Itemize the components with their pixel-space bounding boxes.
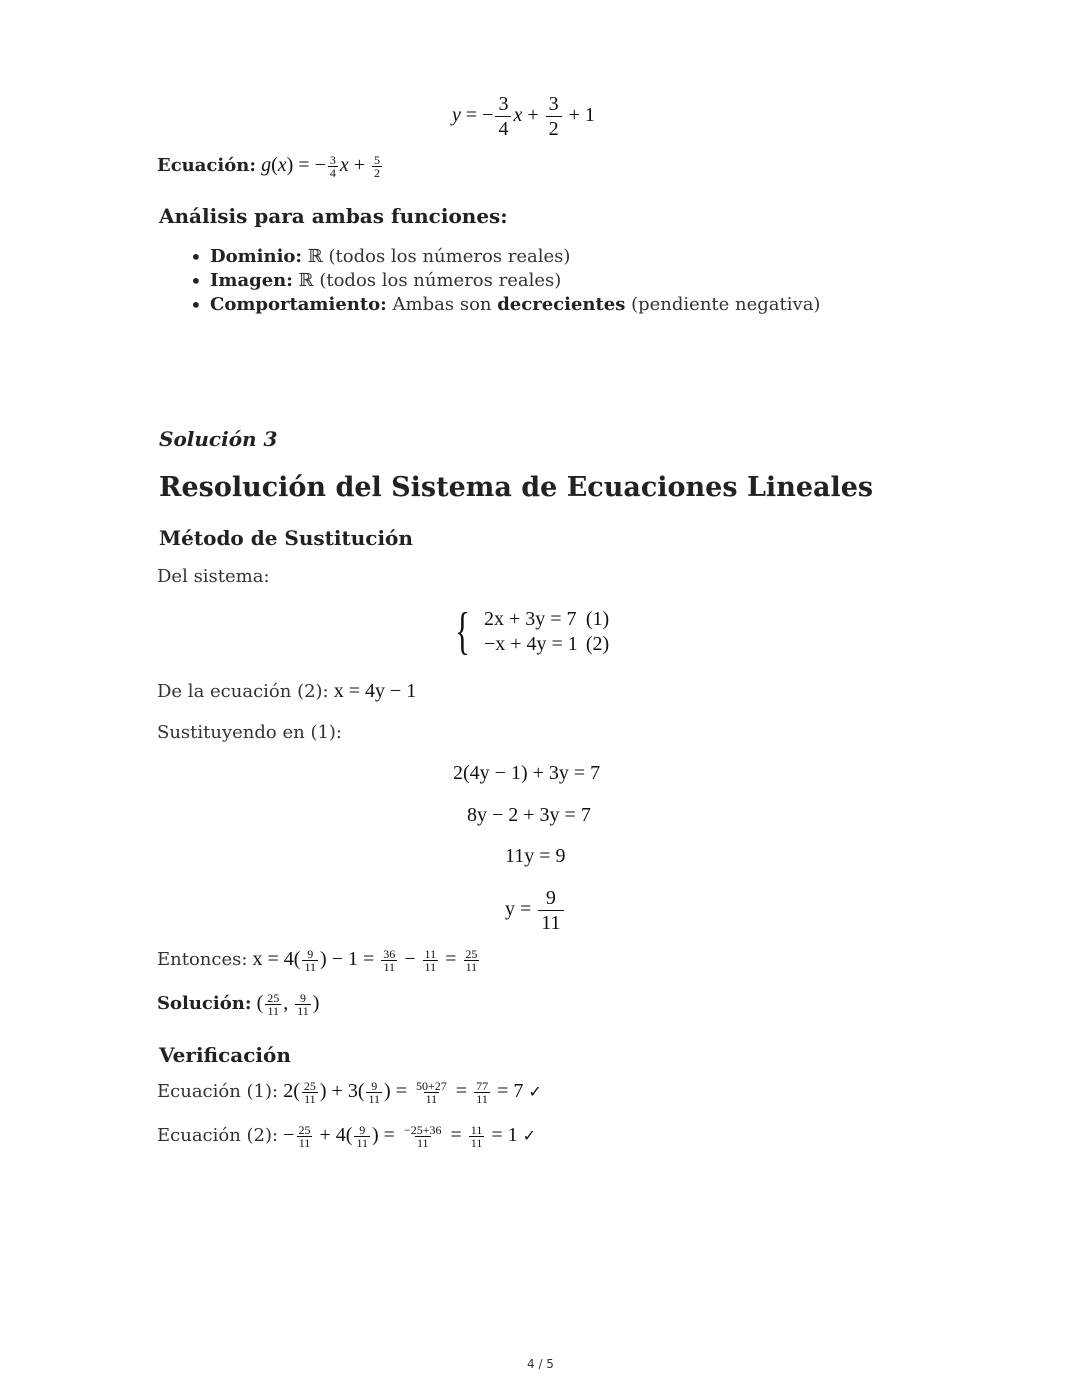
brace-icon: { [454,603,470,660]
page-number: 4 / 5 [527,1357,554,1371]
analysis-heading: Análisis para ambas funciones: [159,204,508,228]
list-item: • Imagen: ℝ (todos los números reales) [186,269,820,293]
fraction: $\frac{11}{11}$ [470,1123,483,1150]
analysis-list [186,245,820,317]
checkmark-icon: ✓ [522,1126,537,1146]
step-3: 11y = 9 [505,845,566,867]
fraction: $\frac{25}{11}$ [303,1079,316,1106]
list-item: • Dominio: ℝ (todos los números reales) [186,245,820,269]
fraction: $\frac{9}{11}$ [368,1079,381,1106]
from-system-text: Del sistema: [157,566,270,587]
fraction: $\frac{25}{11}$ [267,991,280,1018]
fraction: $\frac{9}{11}$ [356,1123,368,1150]
fraction: $\frac{9}{11}$ [297,991,309,1018]
step-1: 2(4y − 1) + 3y = 7 [453,762,601,784]
page-title: Resolución del Sistema de Ecuaciones Lineales [159,472,874,503]
then-line: Entonces: x = 4( $\frac{9}{11}$ ) − 1 = $\frac{36}{11}$ − $\frac{11}{11}$ = $\frac{25}{11}$ [157,947,478,974]
g-equation-line: Ecuación: g(x) = − $\frac{3}{4}$ x + $\frac{5}{2}$ [157,153,381,180]
list-item: • Comportamiento: Ambas son decrecientes (pendiente negativa) [186,293,820,317]
from-eq2-line: De la ecuación (2): x = 4y − 1 [157,680,417,702]
y-result: y = $\frac{9}{11}$ [505,886,566,935]
fraction: $\frac{9}{11}$ [304,947,317,974]
method-heading: Método de Sustitución [159,526,413,550]
line-equation-display: y = − $\frac{3}{4}$ x + $\frac{3}{2}$ + 1 [452,93,595,140]
fraction: $\frac{25}{11}$ [298,1123,311,1150]
solution-line: Solución: ( $\frac{25}{11}$ , $\frac{9}{11}$ ) [157,991,320,1018]
step-2: 8y − 2 + 3y = 7 [467,804,591,826]
equation-system: { 2x + 3y = 7 (1) −x + 4y = 1 (2) [454,603,610,660]
substituting-text: Sustituyendo en (1): [157,722,343,743]
fraction: $\frac{36}{11}$ [383,947,396,974]
verification-eq2: Ecuación (2): − $\frac{25}{11}$ + 4( $\frac{9}{11}$ ) = $\frac{-25+36}{11}$ = $\frac{11}{11}$ = 1 ✓ [157,1123,537,1150]
fraction: $\frac{3}{4}$ [329,153,336,180]
solution-label: Solución 3 [159,427,278,451]
fraction: $\frac{3}{2}$ [546,92,562,141]
fraction: $\frac{9}{11}$ [538,886,563,935]
checkmark-icon: ✓ [528,1082,542,1102]
fraction: $\frac{25}{11}$ [465,947,478,974]
fraction: $\frac{3}{4}$ [495,92,511,141]
fraction: $\frac{11}{11}$ [424,947,437,974]
fraction: $\frac{77}{11}$ [476,1079,489,1106]
fraction: $\frac{-25+36}{11}$ [403,1123,442,1150]
verification-eq1: Ecuación (1): 2( $\frac{25}{11}$ ) + 3( $\frac{9}{11}$ ) = $\frac{50+27}{11}$ = $\frac{77}{11}$ = 7 ✓ [157,1079,542,1106]
fraction: $\frac{5}{2}$ [374,153,381,180]
fraction: $\frac{50+27}{11}$ [416,1079,447,1106]
verification-heading: Verificación [159,1043,291,1067]
